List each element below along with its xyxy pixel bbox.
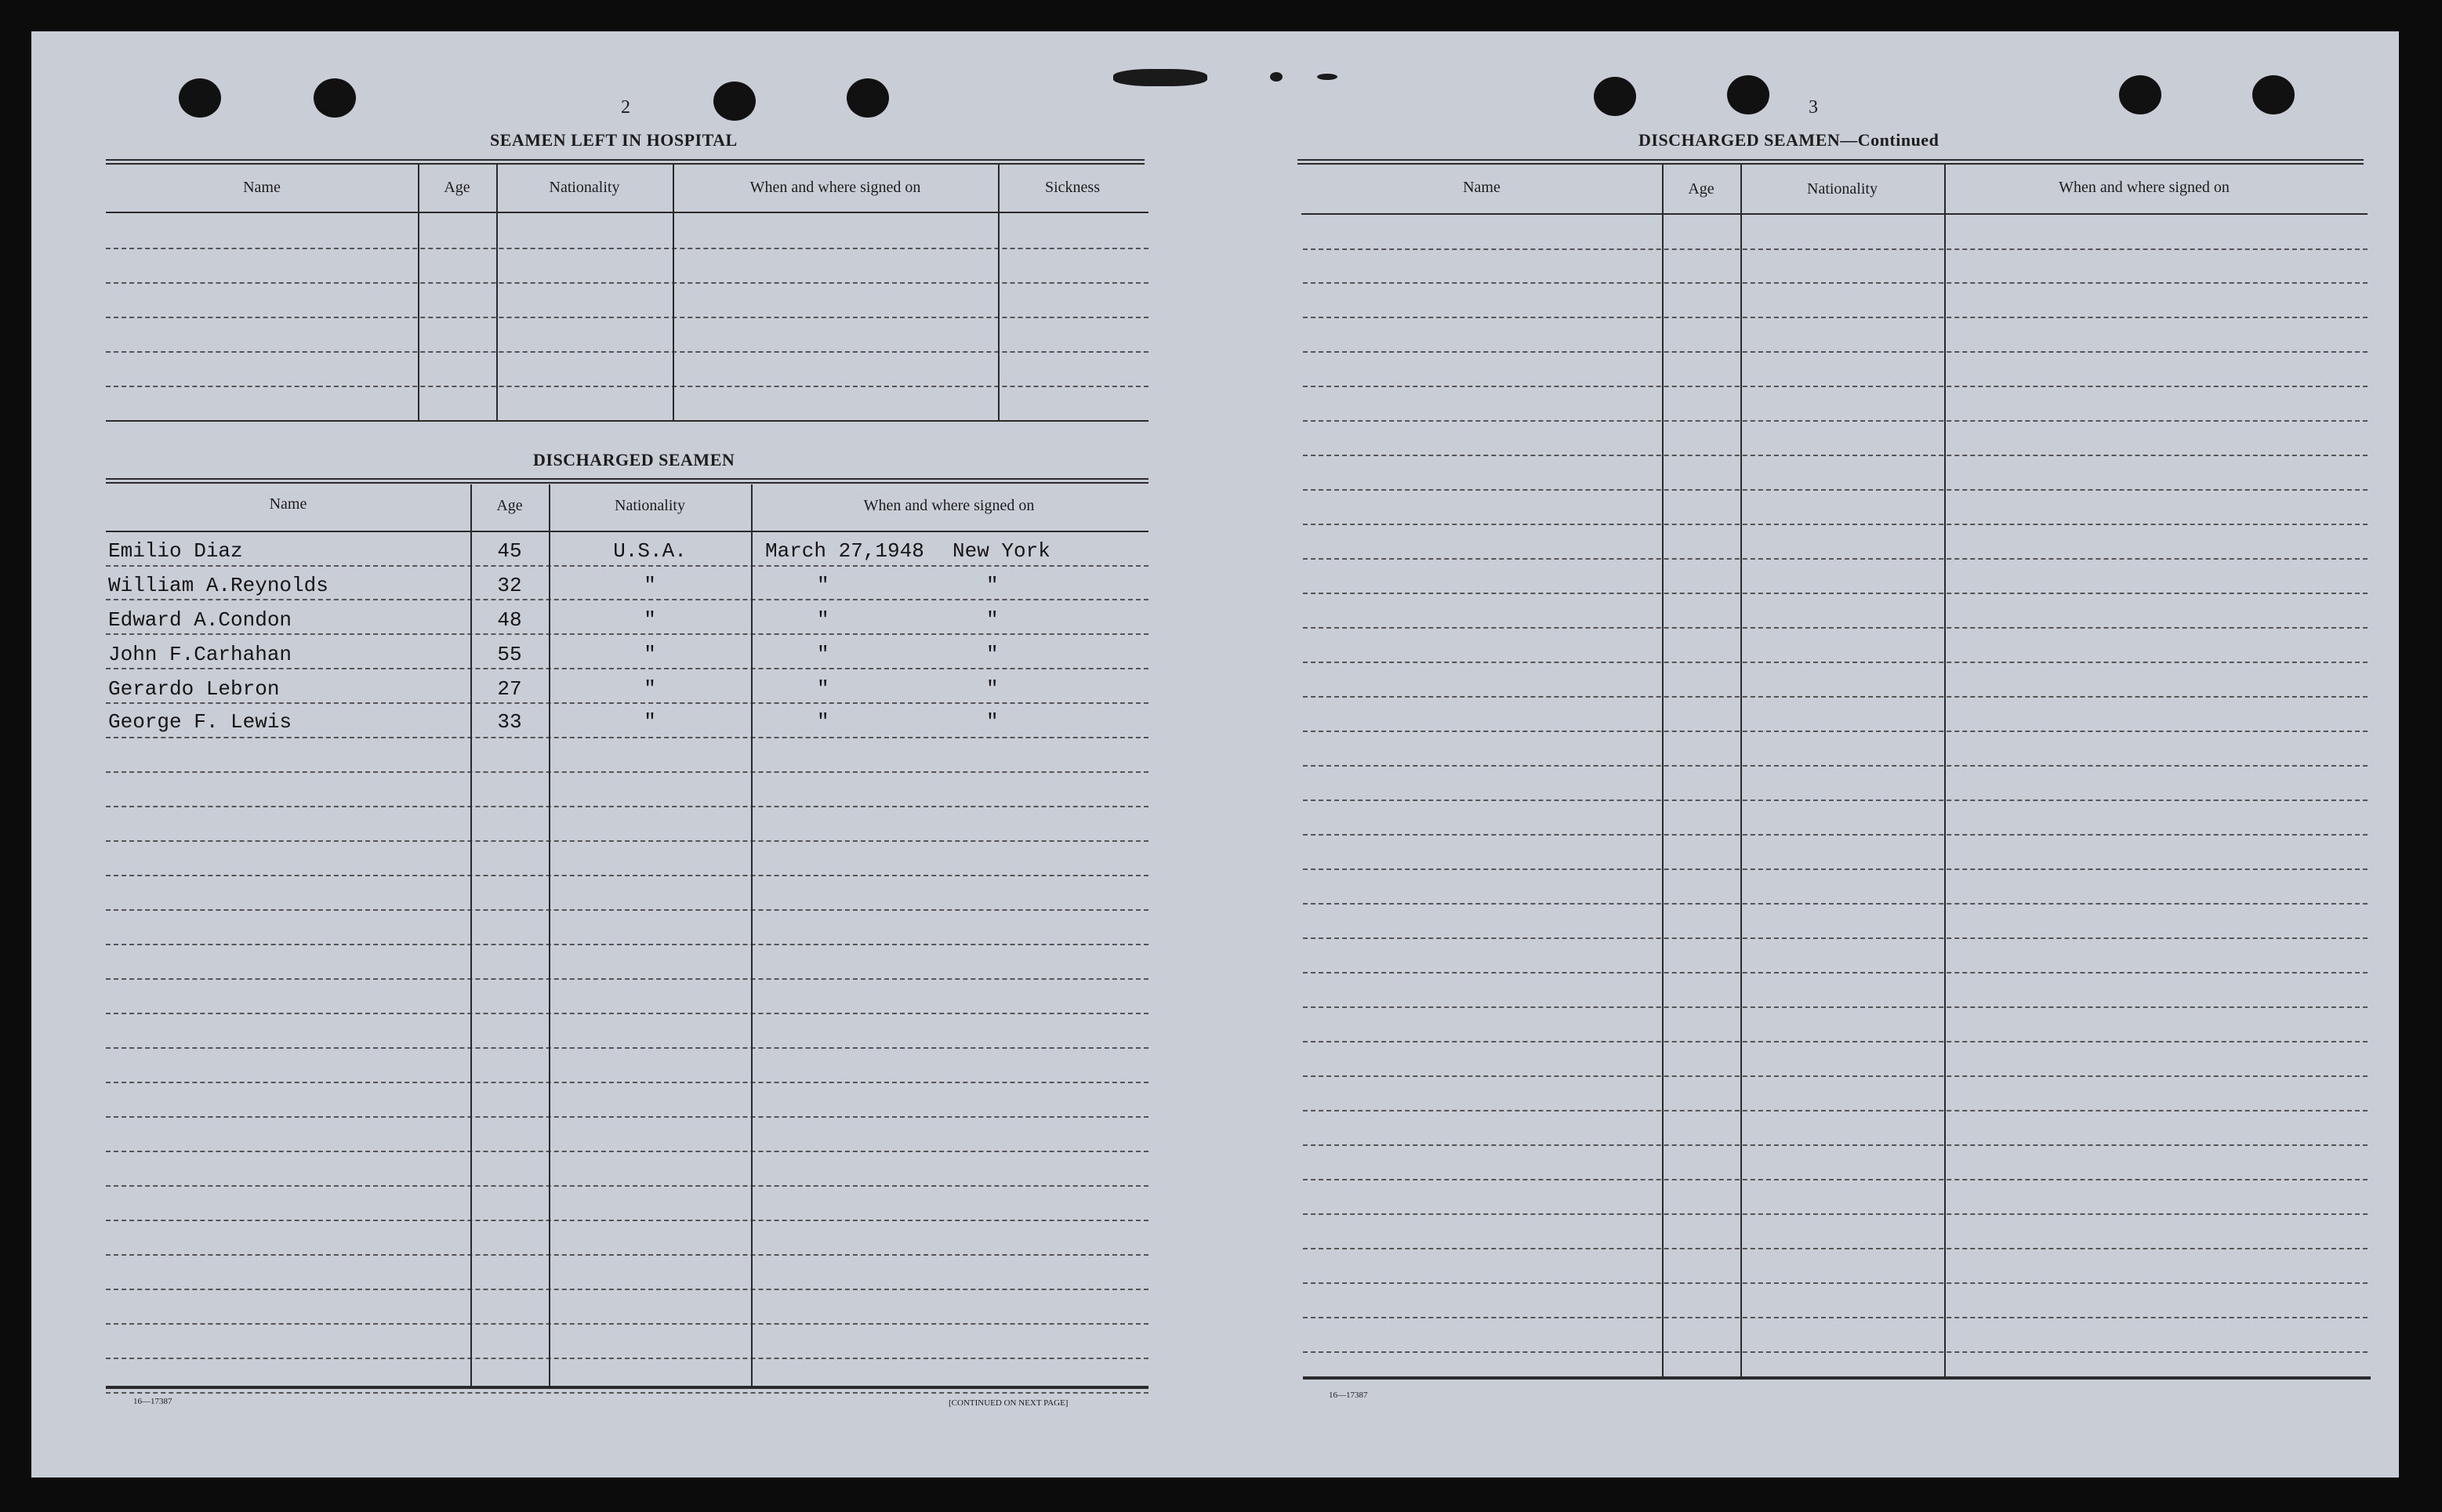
- column-header-when-where: When and where signed on: [2059, 179, 2230, 196]
- signed-on-place: ": [986, 677, 999, 701]
- column-header-age: Age: [444, 179, 470, 196]
- signed-on-date: ": [817, 608, 829, 632]
- table-row-line: [106, 248, 1148, 249]
- table-row-line: [106, 282, 1148, 284]
- seaman-name: Gerardo Lebron: [108, 677, 280, 701]
- table-row-line: [106, 1358, 1148, 1359]
- column-divider: [1740, 165, 1742, 1378]
- signed-on-place: New York: [952, 539, 1050, 563]
- table-row-line: [106, 1185, 1148, 1187]
- form-number: 16—17387: [133, 1397, 172, 1406]
- seaman-name: John F.Carhahan: [108, 643, 292, 666]
- column-divider: [1944, 165, 1946, 1378]
- table-row-line: [1303, 1041, 2368, 1042]
- column-header-name: Name: [1463, 179, 1500, 196]
- form-number: 16—17387: [1329, 1391, 1368, 1400]
- table-row-line: [106, 1254, 1148, 1256]
- punch-hole: [179, 78, 221, 118]
- table-row-line: [1303, 455, 2368, 456]
- table-top-rule: [106, 159, 1145, 165]
- table-row-line: [106, 771, 1148, 773]
- punch-hole: [1727, 75, 1769, 114]
- table-row-line: [1303, 1006, 2368, 1008]
- section-title: [1638, 130, 1939, 150]
- column-header-age: Age: [496, 497, 523, 514]
- column-header-nationality: Nationality: [549, 179, 620, 196]
- column-header-name: Name: [243, 179, 281, 196]
- column-header-when-where: When and where signed on: [863, 497, 1035, 514]
- table-row-line: [1303, 1144, 2368, 1146]
- signed-on-date: ": [817, 677, 829, 701]
- table-row-line: [106, 806, 1148, 807]
- table-row-line: [1303, 662, 2368, 663]
- punch-hole: [314, 78, 356, 118]
- table-row-line: [106, 1013, 1148, 1014]
- seaman-nationality: U.S.A.: [613, 539, 687, 563]
- table-row-line: [106, 668, 1148, 669]
- table-row-line: [1303, 1317, 2368, 1318]
- column-divider: [673, 165, 674, 422]
- seaman-name: Emilio Diaz: [108, 539, 243, 563]
- punch-hole: [1594, 77, 1636, 116]
- table-row-line: [1303, 1282, 2368, 1284]
- table-row-line: [1303, 868, 2368, 870]
- seaman-name: Edward A.Condon: [108, 608, 292, 632]
- table-row-line: [106, 1289, 1148, 1290]
- table-bottom-rule: [1303, 1376, 2371, 1380]
- table-row-line: [106, 909, 1148, 911]
- table-row-line: [1303, 1110, 2368, 1111]
- punch-hole: [2252, 75, 2295, 114]
- table-row-line: [1303, 903, 2368, 905]
- table-row-line: [106, 1082, 1148, 1083]
- table-row-line: [106, 317, 1148, 318]
- table-row-line: [106, 875, 1148, 876]
- table-row-line: [106, 565, 1148, 567]
- punch-hole: [847, 78, 889, 118]
- table-row-line: [1303, 1179, 2368, 1180]
- table-bottom-rule: [106, 1386, 1148, 1389]
- table-top-rule: [106, 478, 1148, 484]
- signed-on-date: ": [817, 643, 829, 666]
- table-row-line: [106, 737, 1148, 738]
- ink-smudge: [1113, 69, 1207, 86]
- column-divider: [1662, 165, 1664, 1378]
- seaman-name: George F. Lewis: [108, 710, 292, 734]
- table-row-line: [106, 386, 1148, 387]
- table-bottom-rule: [106, 420, 1148, 422]
- table-row-line: [1303, 282, 2368, 284]
- table-row-line: [106, 840, 1148, 842]
- table-row-line: [1303, 696, 2368, 698]
- table-row-line: [1303, 420, 2368, 422]
- table-row-line: [1303, 627, 2368, 629]
- table-row-line: [1303, 731, 2368, 732]
- table-row-line: [106, 1323, 1148, 1325]
- signed-on-place: ": [986, 574, 999, 597]
- table-row-line: [1303, 1351, 2368, 1353]
- table-top-rule: [1297, 159, 2364, 165]
- column-header-age: Age: [1688, 180, 1714, 198]
- column-divider: [751, 484, 753, 1386]
- seaman-age: 33: [497, 710, 522, 734]
- column-header-name: Name: [269, 495, 307, 513]
- table-row-line: [1303, 834, 2368, 836]
- signed-on-place: ": [986, 608, 999, 632]
- table-row-line: [1303, 1213, 2368, 1215]
- continued-note: [CONTINUED ON NEXT PAGE]: [949, 1398, 1069, 1408]
- seaman-nationality: ": [644, 608, 656, 632]
- column-header-nationality: Nationality: [1807, 180, 1878, 198]
- header-rule: [1301, 213, 2368, 215]
- table-row-line: [1303, 351, 2368, 353]
- column-divider: [496, 165, 498, 422]
- seaman-nationality: ": [644, 643, 656, 666]
- table-row-line: [106, 944, 1148, 945]
- section-title-suffix: —Continued: [1840, 130, 1939, 150]
- table-row-line: [1303, 489, 2368, 491]
- column-header-nationality: Nationality: [615, 497, 685, 514]
- seaman-nationality: ": [644, 710, 656, 734]
- table-row-line: [106, 702, 1148, 704]
- document-page: [31, 31, 2399, 1478]
- section-title-text: DISCHARGED SEAMEN: [1638, 130, 1841, 150]
- page-number: 3: [1809, 97, 1818, 118]
- table-row-line: [106, 633, 1148, 635]
- punch-hole: [713, 82, 756, 121]
- table-row-line: [1303, 765, 2368, 767]
- seaman-age: 32: [497, 574, 522, 597]
- table-row-line: [1303, 972, 2368, 974]
- seaman-age: 55: [497, 643, 522, 666]
- column-header-when-where: When and where signed on: [749, 179, 921, 196]
- ink-smudge: [1270, 72, 1283, 82]
- seaman-name: William A.Reynolds: [108, 574, 328, 597]
- table-row-line: [106, 599, 1148, 600]
- table-row-line: [106, 1392, 1148, 1394]
- table-row-line: [106, 351, 1148, 353]
- seaman-nationality: ": [644, 677, 656, 701]
- table-row-line: [106, 1220, 1148, 1221]
- section-title: SEAMEN LEFT IN HOSPITAL: [490, 130, 738, 150]
- page-number: 2: [621, 97, 630, 118]
- signed-on-place: ": [986, 710, 999, 734]
- signed-on-date: ": [817, 710, 829, 734]
- punch-hole: [2119, 75, 2161, 114]
- table-row-line: [1303, 800, 2368, 801]
- section-title: DISCHARGED SEAMEN: [533, 450, 735, 470]
- signed-on-date: ": [817, 574, 829, 597]
- table-row-line: [1303, 386, 2368, 387]
- table-row-line: [1303, 248, 2368, 250]
- seaman-age: 27: [497, 677, 522, 701]
- signed-on-place: ": [986, 643, 999, 666]
- header-rule: [106, 531, 1148, 532]
- seaman-nationality: ": [644, 574, 656, 597]
- seaman-age: 48: [497, 608, 522, 632]
- signed-on-date: March 27,1948: [765, 539, 924, 563]
- table-row-line: [1303, 558, 2368, 560]
- column-divider: [418, 165, 419, 422]
- column-divider: [998, 165, 1000, 422]
- table-row-line: [1303, 317, 2368, 318]
- table-row-line: [1303, 524, 2368, 525]
- table-row-line: [1303, 937, 2368, 939]
- column-header-sickness: Sickness: [1045, 179, 1100, 196]
- ink-smudge: [1317, 74, 1337, 80]
- table-row-line: [106, 1116, 1148, 1118]
- table-row-line: [106, 978, 1148, 980]
- table-row-line: [106, 1047, 1148, 1049]
- seaman-age: 45: [497, 539, 522, 563]
- table-row-line: [1303, 1075, 2368, 1077]
- table-row-line: [106, 1151, 1148, 1152]
- header-rule: [106, 212, 1148, 213]
- table-row-line: [1303, 593, 2368, 594]
- table-row-line: [1303, 1248, 2368, 1249]
